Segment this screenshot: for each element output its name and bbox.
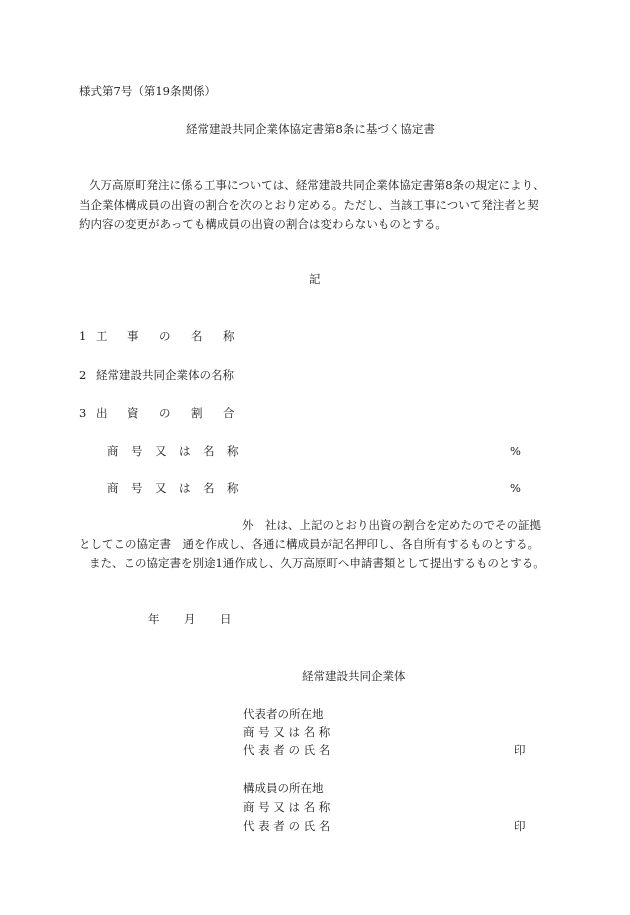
item3-label-0: 出 [96, 406, 108, 420]
intro-line-2: 当企業体構成員の出資の割合を次のとおり定める。ただし、当該工事について発注者と契 [79, 198, 539, 212]
share-row2-label-5: 称 [227, 481, 239, 495]
item3-label-2: の [159, 406, 171, 420]
rep-name-label: 商 号 又 は 名 称 [243, 725, 331, 739]
item3-label-4: 合 [223, 406, 235, 420]
share-row2-label-2: 又 [155, 481, 167, 495]
share-row1-label-3: は [179, 444, 191, 458]
rep-address-label: 代表者の所在地 [243, 707, 324, 721]
date-day: 日 [220, 612, 232, 626]
item2-number: 2 [79, 368, 87, 382]
jv-entity-title: 経常建設共同企業体 [302, 669, 406, 683]
share-row2-label-3: は [179, 481, 191, 495]
closing-line-2: としてこの協定書 通を作成し、各通に構成員が記名押印し、各自所有するものとする。 [79, 537, 539, 551]
form-number: 様式第7号（第19条関係） [79, 84, 216, 98]
date-year: 年 [148, 612, 160, 626]
item1-label-4: 称 [223, 329, 235, 343]
intro-line-1: 久万高原町発注に係る工事については、経常建設共同企業体協定書第8条の規定により、 [89, 178, 545, 192]
item3-label-3: 割 [191, 406, 203, 420]
rep-seal: 印 [514, 743, 526, 757]
share-row2-label-1: 号 [131, 481, 143, 495]
document-title: 経常建設共同企業体協定書第8条に基づく協定書 [186, 122, 435, 136]
closing-line-1: 外 社は、上記のとおり出資の割合を定めたのでその証拠 [242, 518, 541, 532]
date-month: 月 [184, 612, 196, 626]
member-person-label: 代 表 者 の 氏 名 [243, 819, 331, 833]
item1-number: 1 [79, 329, 87, 343]
share-row2-label-4: 名 [203, 481, 215, 495]
item2-label: 経常建設共同企業体の名称 [96, 368, 234, 382]
member-name-label: 商 号 又 は 名 称 [243, 800, 331, 814]
member-seal: 印 [514, 819, 526, 833]
share-row1-percent: % [510, 444, 521, 458]
share-row1-label-1: 号 [131, 444, 143, 458]
intro-line-3: 約内容の変更があっても構成員の出資の割合は変わらないものとする。 [79, 217, 447, 231]
item3-label-1: 資 [127, 406, 139, 420]
item1-label-1: 事 [127, 329, 139, 343]
share-row1-label-0: 商 [107, 444, 119, 458]
share-row1-label-2: 又 [155, 444, 167, 458]
share-row1-label-4: 名 [203, 444, 215, 458]
item1-label-0: 工 [96, 329, 108, 343]
closing-line-3: また、この協定書を別途1通作成し、久万高原町へ申請書類として提出するものとする。 [89, 556, 545, 570]
share-row2-percent: % [510, 481, 521, 495]
member-address-label: 構成員の所在地 [243, 781, 324, 795]
share-row2-label-0: 商 [107, 481, 119, 495]
item1-label-2: の [159, 329, 171, 343]
ki-heading: 記 [309, 272, 321, 286]
item1-label-3: 名 [191, 329, 203, 343]
share-row1-label-5: 称 [227, 444, 239, 458]
item3-number: 3 [79, 406, 87, 420]
rep-person-label: 代 表 者 の 氏 名 [243, 743, 331, 757]
